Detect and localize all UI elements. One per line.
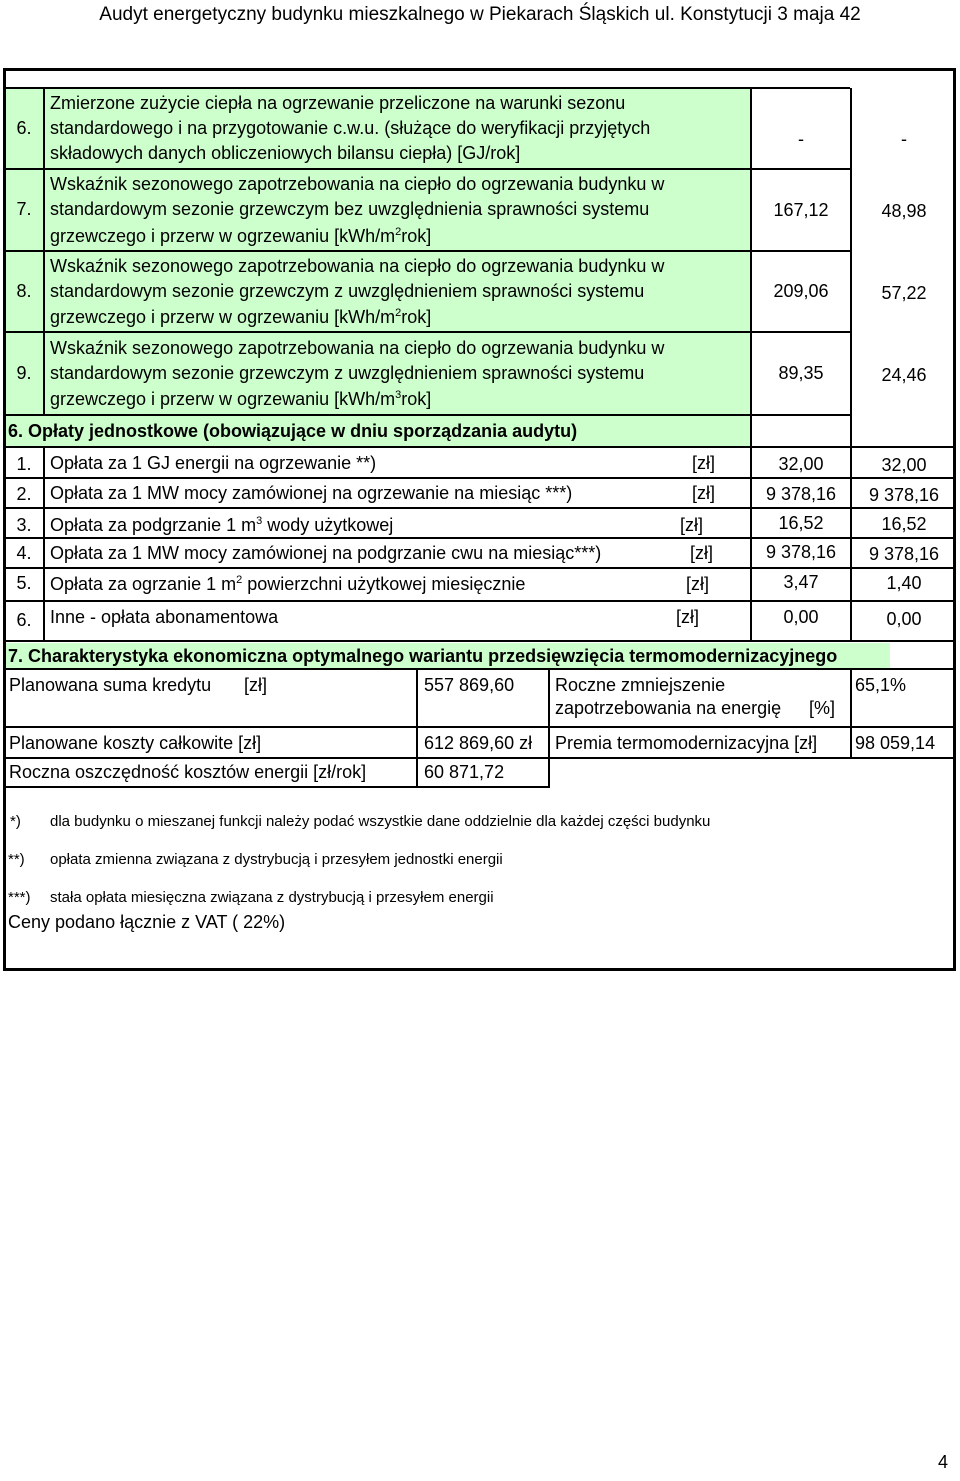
- fee-unit: [zł]: [676, 607, 700, 627]
- vat-note: Ceny podano łącznie z VAT ( 22%): [8, 912, 286, 932]
- savings-label: Roczna oszczędność kosztów energii [zł/rok]: [9, 762, 367, 782]
- indicator-value-1: -: [798, 129, 804, 149]
- indicator-label-line: składowych danych obliczeniowych bilansu ciepła) [GJ/rok]: [50, 143, 521, 163]
- indicator-value-2: 24,46: [881, 365, 927, 385]
- fee-number: 1.: [16, 454, 32, 474]
- indicator-label-line: standardowym sezonie grzewczym z uwzględnieniem sprawności systemu: [50, 363, 645, 383]
- premium-value: 98 059,14: [855, 733, 936, 753]
- indicator-label-line: grzewczego i przerw w ogrzewaniu $[kWh/m^2rok]$: [50, 226, 432, 246]
- indicator-label-line: Zmierzone zużycie ciepła na ogrzewanie przeliczone na warunki sezonu: [50, 93, 626, 113]
- fee-value-1: 9 378,16: [765, 484, 837, 504]
- indicator-value-1: 167,12: [773, 200, 829, 220]
- fee-number: 3.: [16, 515, 32, 535]
- fee-value-1: 16,52: [778, 513, 824, 533]
- fee-label: Opłata za 1 MW mocy zamówionej na podgrzanie cwu na miesiąc***): [50, 543, 602, 563]
- credit-unit: [zł]: [244, 675, 268, 695]
- page-number: 4: [937, 1452, 948, 1472]
- fee-number: 5.: [16, 573, 32, 593]
- indicator-number: 8.: [16, 281, 32, 301]
- indicator-label-line: Wskaźnik sezonowego zapotrzebowania na ciepło do ogrzewania budynku w: [50, 338, 665, 358]
- footnote-mark: **): [8, 851, 25, 868]
- fee-label: Opłata za 1 GJ energii na ogrzewanie **): [50, 453, 377, 473]
- fee-value-1: 0,00: [783, 607, 819, 627]
- fee-unit: [zł]: [692, 483, 716, 503]
- page-header: Audyt energetyczny budynku mieszkalnego w Piekarach Śląskich ul. Konstytucji 3 maja 42: [99, 4, 861, 25]
- indicator-label-line: grzewczego i przerw w ogrzewaniu $[kWh/m^2rok]$: [50, 307, 432, 327]
- indicator-label-line: standardowego i na przygotowanie c.w.u. (służące do weryfikacji przyjętych: [50, 118, 651, 138]
- fee-label: Opłata za ogrzanie 1 $m^2$ powierzchni użytkowej miesięcznie: [50, 574, 526, 594]
- section6-title: 6. Opłaty jednostkowe (obowiązujące w dniu sporządzania audytu): [8, 421, 578, 441]
- indicator-label-line: grzewczego i przerw w ogrzewaniu $[kWh/m^3rok]$: [50, 389, 432, 409]
- indicator-label-line: standardowym sezonie grzewczym bez uwzględnienia sprawności systemu: [50, 199, 650, 219]
- fee-unit: [zł]: [680, 515, 704, 535]
- footnote-text: dla budynku o mieszanej funkcji należy podać wszystkie dane oddzielnie dla każdej części budynku: [50, 813, 711, 830]
- footnote-mark: ***): [8, 889, 31, 906]
- reduction-unit: [%]: [809, 698, 836, 718]
- indicator-label-line: Wskaźnik sezonowego zapotrzebowania na ciepło do ogrzewania budynku w: [50, 256, 665, 276]
- total-cost-label: Planowane koszty całkowite [zł]: [9, 733, 262, 753]
- fee-value-2: 16,52: [881, 514, 927, 534]
- indicator-number: 9.: [16, 363, 32, 383]
- fee-unit: [zł]: [686, 574, 710, 594]
- indicator-number: 6.: [16, 118, 32, 138]
- footnote-mark: *): [10, 813, 21, 830]
- section7-title: 7. Charakterystyka ekonomiczna optymalnego wariantu przedsięwzięcia termomodernizacyjnego: [8, 646, 838, 666]
- savings-value: 60 871,72: [424, 762, 505, 782]
- premium-label: Premia termomodernizacyjna [zł]: [555, 733, 818, 753]
- fee-label: Inne - opłata abonamentowa: [50, 607, 279, 627]
- indicator-label-line: standardowym sezonie grzewczym z uwzględnieniem sprawności systemu: [50, 281, 645, 301]
- indicator-number: 7.: [16, 199, 32, 219]
- fee-value-2: 0,00: [886, 609, 922, 629]
- fee-unit: [zł]: [690, 543, 714, 563]
- indicator-value-1: 89,35: [778, 363, 824, 383]
- fee-unit: [zł]: [692, 453, 716, 473]
- credit-value: 557 869,60: [424, 675, 515, 695]
- fee-value-1: 3,47: [783, 572, 819, 592]
- reduction-label: Roczne zmniejszenie: [555, 675, 726, 695]
- fee-number: 4.: [16, 543, 32, 563]
- total-cost-value: 612 869,60 zł: [424, 733, 533, 753]
- fee-number: 6.: [16, 610, 32, 630]
- fee-value-2: 1,40: [886, 573, 922, 593]
- credit-label: Planowana suma kredytu: [9, 675, 212, 695]
- indicator-value-1: 209,06: [773, 281, 829, 301]
- indicator-value-2: 48,98: [881, 201, 927, 221]
- reduction-value: 65,1%: [855, 675, 907, 695]
- footnote-text: opłata zmienna związana z dystrybucją i przesyłem jednostki energii: [50, 851, 503, 868]
- fee-value-2: 32,00: [881, 455, 927, 475]
- fee-value-1: 32,00: [778, 454, 824, 474]
- fee-value-2: 9 378,16: [868, 485, 940, 505]
- indicator-label-line: Wskaźnik sezonowego zapotrzebowania na ciepło do ogrzewania budynku w: [50, 174, 665, 194]
- fee-value-2: 9 378,16: [868, 544, 940, 564]
- footnote-text: stała opłata miesięczna związana z dystrybucją i przesyłem energii: [50, 889, 494, 906]
- reduction-label: zapotrzebowania na energię: [555, 698, 782, 718]
- fee-label: Opłata za 1 MW mocy zamówionej na ogrzewanie na miesiąc ***): [50, 483, 573, 503]
- indicator-value-2: 57,22: [881, 283, 927, 303]
- fee-label: Opłata za podgrzanie 1 $m^3$ wody użytkowej: [50, 515, 394, 535]
- fee-number: 2.: [16, 484, 32, 504]
- indicator-value-2: -: [901, 129, 907, 149]
- fee-value-1: 9 378,16: [765, 542, 837, 562]
